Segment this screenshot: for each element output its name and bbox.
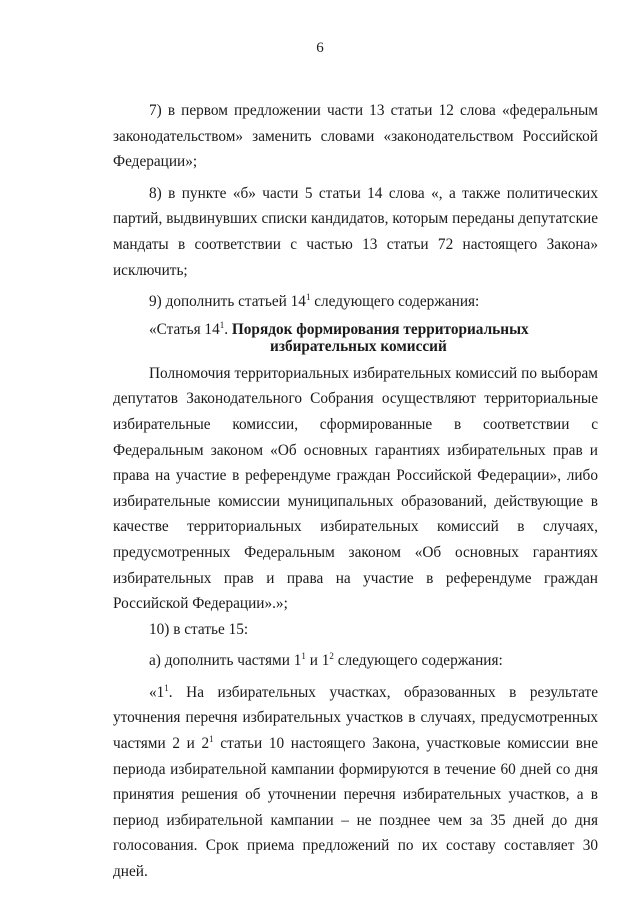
article-title-line2: избирательных комиссий	[270, 337, 447, 355]
article-prefix: «Статья 14	[149, 320, 220, 338]
superscript: 1	[164, 682, 169, 693]
quote-text-part2: статьи 10 настоящего Закона, участковые комиссии вне периода избирательной кампании формируются в течение 60 дней со дня принятия решения об уточнении перечня избирательных участков, а в период избирательной кампании – не позднее чем за 35 дней до дня голосования. Срок приема предложений по их составу составляет 30 дней.	[113, 735, 598, 881]
quote-open: «1	[149, 683, 165, 701]
document-body	[113, 98, 598, 885]
paragraph-9-text-end: следующего содержания:	[310, 293, 480, 311]
article-dot: .	[224, 320, 232, 338]
quoted-part-1-1	[113, 680, 598, 885]
page-number: 6	[316, 40, 324, 56]
superscript: 2	[329, 651, 334, 662]
paragraph-9-text: 9) дополнить статьей 14	[149, 293, 306, 311]
superscript: 1	[209, 734, 214, 745]
paragraph-a-text-mid: и 1	[305, 652, 330, 670]
article-heading	[113, 321, 598, 355]
paragraph-item-7: 7) в первом предложении части 13 статьи 12 слова «федеральным законодательством» заменить словами «законодательством Российской Федерации»;	[113, 102, 598, 171]
article-title-line1: Порядок формирования территориальных	[231, 320, 529, 338]
paragraph-item-10: 10) в статье 15:	[149, 620, 249, 638]
superscript: 1	[219, 319, 225, 330]
superscript: 1	[305, 292, 311, 303]
paragraph-item-9	[113, 289, 598, 315]
article-body: Полномочия территориальных избирательных комиссий по выборам депутатов Законодательного Собрания осуществляют территориальные избирательные комиссии, сформированные в соответствии с Федеральным законом «Об основных гарантиях избирательных прав и права на участие в референдуме граждан Российской Федерации», либо избирательные комиссии муниципальных образований, действующие в качестве территориальных избирательных комиссий в случаях, предусмотренных Федеральным законом «Об основных гарантиях избирательных прав и права на участие в референдуме граждан Российской Федерации».»;	[113, 364, 598, 613]
paragraph-a-text-end: следующего содержания:	[333, 652, 503, 670]
quote-text-part1: . На избирательных участках, образованных в результате уточнения перечня избирательных участков в случаях, предусмотренных частями 2 и 2	[113, 683, 598, 753]
paragraph-item-8: 8) в пункте «б» части 5 статьи 14 слова «, а также политических партий, выдвинувших списки кандидатов, которым переданы депутатские мандаты в соответствии с частью 13 статьи 72 настоящего Закона» исключить;	[113, 184, 598, 279]
superscript: 1	[301, 651, 306, 662]
paragraph-item-a	[113, 648, 598, 674]
paragraph-a-text: а) дополнить частями 1	[149, 652, 302, 670]
